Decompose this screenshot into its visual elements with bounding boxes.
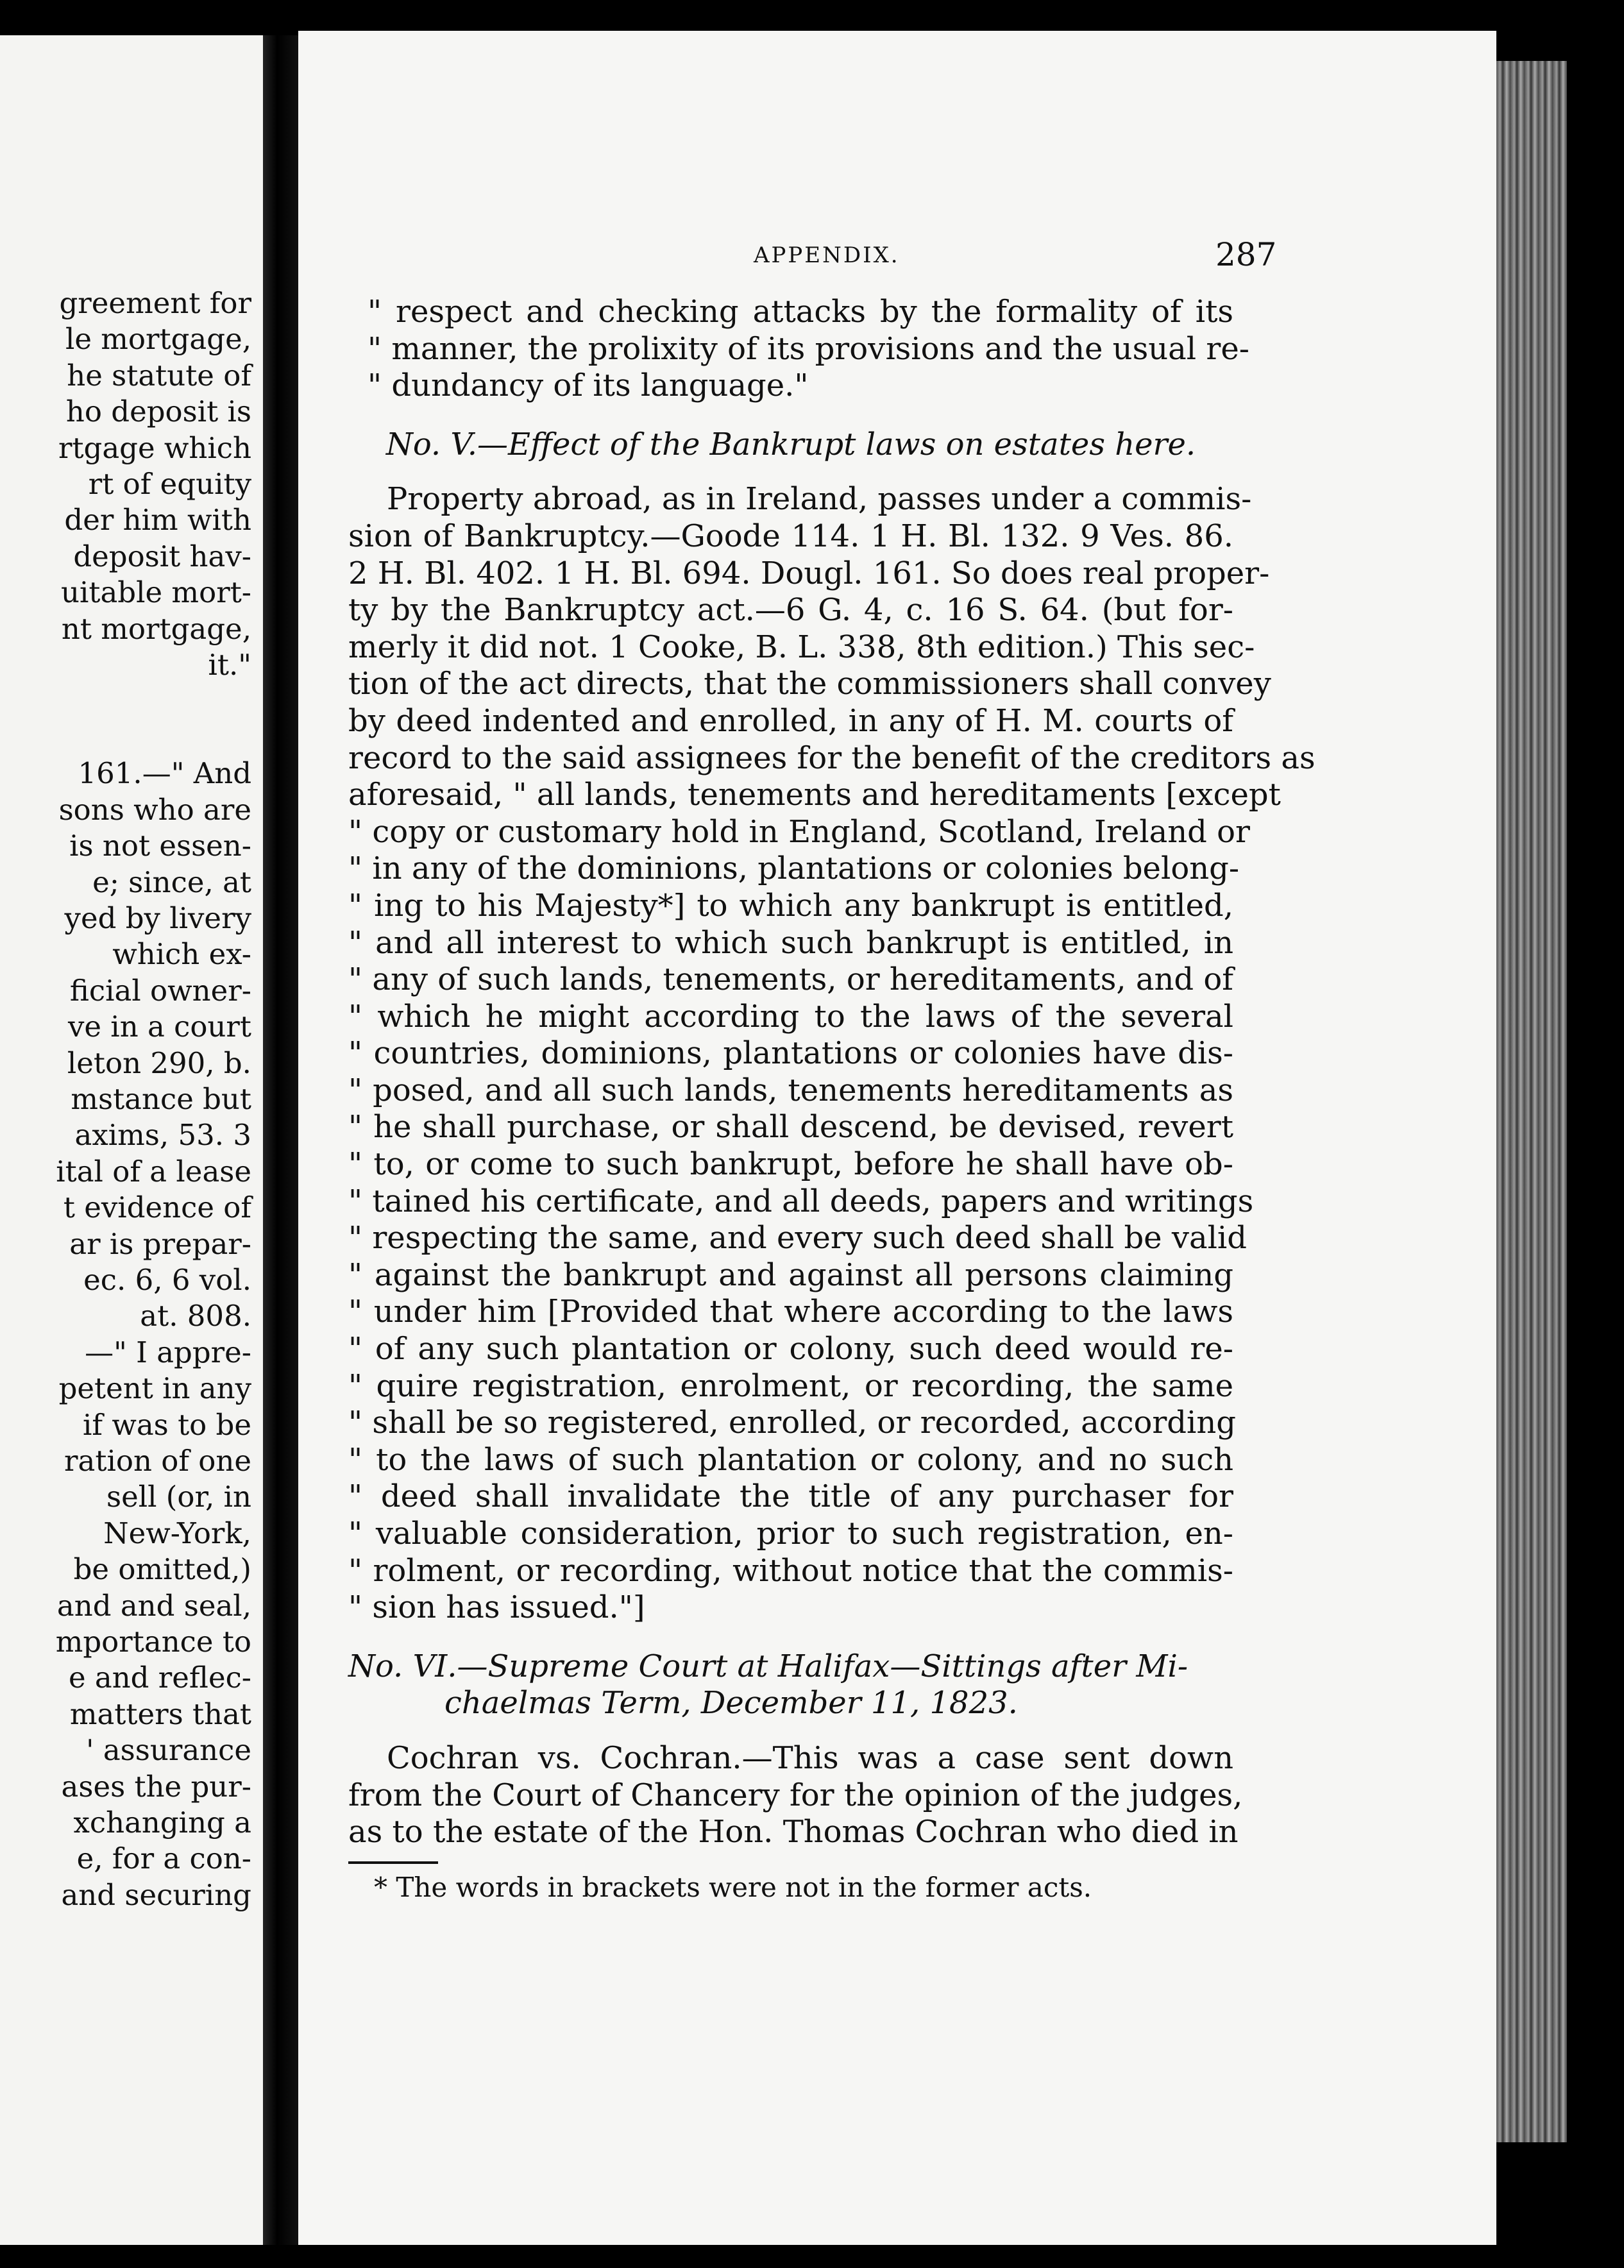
left-line: ital of a lease — [56, 1154, 251, 1189]
left-line-blank — [0, 720, 251, 756]
background-border — [1567, 38, 1624, 2232]
text-line: tion of the act directs, that the commissioners shall convey — [348, 666, 1271, 702]
left-line: at. 808. — [140, 1299, 251, 1333]
left-line: yed by livery — [64, 901, 251, 935]
text-line: " copy or customary hold in England, Scotland, Ireland or — [348, 813, 1250, 850]
left-line: matters that — [69, 1697, 251, 1731]
page-body — [348, 294, 1315, 1904]
text-line: " posed, and all such lands, tenements hereditaments as — [348, 1072, 1233, 1108]
right-page — [298, 31, 1496, 2245]
text-line: " quire registration, enrolment, or recording, the same — [348, 1367, 1233, 1404]
left-line: rtgage which — [58, 430, 251, 465]
left-line: it." — [208, 648, 251, 682]
text-line: " against the bankrupt and against all persons claiming — [348, 1257, 1233, 1293]
text-line: " tained his certificate, and all deeds, papers and writings — [348, 1183, 1254, 1219]
left-line: petent in any — [58, 1371, 251, 1406]
text-line: " valuable consideration, prior to such registration, en- — [348, 1516, 1233, 1552]
section-title: —Effect of the Bankrupt laws on estates here. — [477, 426, 1196, 462]
left-line: leton 290, b. — [67, 1045, 251, 1080]
left-line: deposit hav- — [73, 539, 251, 573]
left-line: le mortgage, — [65, 322, 251, 357]
text-line: merly it did not. 1 Cooke, B. L. 338, 8th edition.) This sec- — [348, 629, 1255, 665]
left-line-blank — [0, 683, 251, 719]
text-line: " dundancy of its language." — [368, 368, 809, 404]
left-line: axims, 53. 3 — [74, 1118, 251, 1153]
left-line: ases the pur- — [61, 1769, 251, 1804]
text-line: Cochran vs. Cochran.—This was a case sent down — [387, 1739, 1233, 1776]
section-heading-line: chaelmas Term, December 11, 1823. — [444, 1685, 1018, 1722]
text-line: " countries, dominions, plantations or colonies have dis- — [348, 1035, 1233, 1072]
left-line: is not essen- — [69, 829, 251, 863]
running-head: APPENDIX. — [754, 242, 900, 268]
left-line: der him with — [64, 503, 251, 537]
page-number: 287 — [1215, 236, 1277, 273]
text-line: as to the estate of the Hon. Thomas Cochran who died in — [348, 1814, 1239, 1850]
left-line: 161.—" And — [78, 756, 251, 791]
page-header — [298, 236, 1496, 281]
text-line: " ing to his Majesty*] to which any bankrupt is entitled, — [348, 887, 1233, 924]
text-line: aforesaid, " all lands, tenements and hereditaments [except — [348, 777, 1281, 813]
left-line: ho deposit is — [65, 394, 251, 429]
left-line: ration of one — [64, 1444, 251, 1478]
footnote-rule — [348, 1861, 438, 1864]
left-line: rt of equity — [88, 467, 251, 502]
left-line: and securing — [61, 1877, 251, 1912]
left-line: ' assurance — [86, 1733, 251, 1768]
left-page — [0, 35, 263, 2245]
text-line: " which he might according to the laws of the several — [348, 998, 1233, 1035]
left-line: ficial owner- — [69, 973, 251, 1008]
left-line: mstance but — [71, 1081, 251, 1116]
section-heading — [348, 427, 1233, 464]
text-line: " of any such plantation or colony, such deed would re- — [348, 1331, 1233, 1367]
text-line: by deed indented and enrolled, in any of H. M. courts of — [348, 702, 1233, 739]
text-line: " and all interest to which such bankrupt is entitled, in — [348, 924, 1233, 961]
text-line: sion of Bankruptcy.—Goode 114. 1 H. Bl. 132. 9 Ves. 86. — [348, 518, 1233, 554]
left-line: and and seal, — [56, 1588, 251, 1623]
left-line: if was to be — [82, 1407, 251, 1442]
left-line: e and reflec- — [68, 1661, 251, 1695]
text-line: " to the laws of such plantation or colony, and no such — [348, 1441, 1233, 1478]
page-edges — [1496, 61, 1567, 2142]
left-line: —" I appre- — [85, 1335, 251, 1369]
section-number: No. V. — [385, 426, 477, 462]
book-gutter — [263, 35, 298, 2245]
text-line: " respecting the same, and every such deed shall be valid — [348, 1220, 1247, 1257]
text-line: " rolment, or recording, without notice that the commis- — [348, 1552, 1233, 1589]
text-line: record to the said assignees for the benefit of the creditors as — [348, 740, 1315, 776]
left-line: e, for a con- — [76, 1841, 251, 1876]
text-line: " manner, the prolixity of its provisions and the usual re- — [368, 330, 1249, 367]
left-line: ec. 6, 6 vol. — [83, 1262, 251, 1297]
text-line: from the Court of Chancery for the opinion of the judges, — [348, 1777, 1243, 1813]
text-line: " to, or come to such bankrupt, before he shall have ob- — [348, 1146, 1233, 1183]
left-line: nt mortgage, — [61, 611, 251, 646]
text-line: " shall be so registered, enrolled, or recorded, according — [348, 1405, 1237, 1441]
left-line: ar is prepar- — [69, 1226, 251, 1261]
text-line: " any of such lands, tenements, or hereditaments, and of — [348, 961, 1234, 998]
section-heading — [348, 1648, 1233, 1722]
text-line: " in any of the dominions, plantations or colonies belong- — [348, 851, 1240, 887]
footnote: * The words in brackets were not in the former acts. — [374, 1871, 1092, 1903]
text-line: " sion has issued."] — [348, 1589, 645, 1626]
text-line: " he shall purchase, or shall descend, be devised, revert — [348, 1109, 1233, 1146]
text-line: Property abroad, as in Ireland, passes under a commis- — [387, 481, 1252, 518]
left-line: sell (or, in — [106, 1480, 251, 1514]
left-line: ve in a court — [67, 1010, 251, 1044]
left-line: xchanging a — [73, 1806, 251, 1840]
text-line: " respect and checking attacks by the formality of its — [368, 294, 1233, 330]
left-line: mportance to — [55, 1625, 251, 1659]
left-line: greement for — [59, 286, 251, 320]
left-line: be omitted,) — [73, 1552, 251, 1587]
left-line: New-York, — [103, 1516, 251, 1550]
left-page-text — [0, 285, 251, 1913]
left-line: t evidence of — [63, 1190, 251, 1225]
section-heading-line: No. VI.—Supreme Court at Halifax—Sittings after Mi- — [348, 1648, 1188, 1684]
text-line: " under him [Provided that where according to the laws — [348, 1294, 1233, 1330]
left-line: he statute of — [67, 358, 251, 393]
text-line: " deed shall invalidate the title of any purchaser for — [348, 1478, 1233, 1515]
left-line: which ex- — [112, 937, 251, 972]
left-line: sons who are — [58, 792, 251, 827]
left-line: e; since, at — [92, 865, 251, 899]
text-line: ty by the Bankruptcy act.—6 G. 4, c. 16 S. 64. (but for- — [348, 592, 1233, 629]
text-line: 2 H. Bl. 402. 1 H. Bl. 694. Dougl. 161. So does real proper- — [348, 555, 1270, 591]
left-line: uitable mort- — [61, 575, 251, 610]
